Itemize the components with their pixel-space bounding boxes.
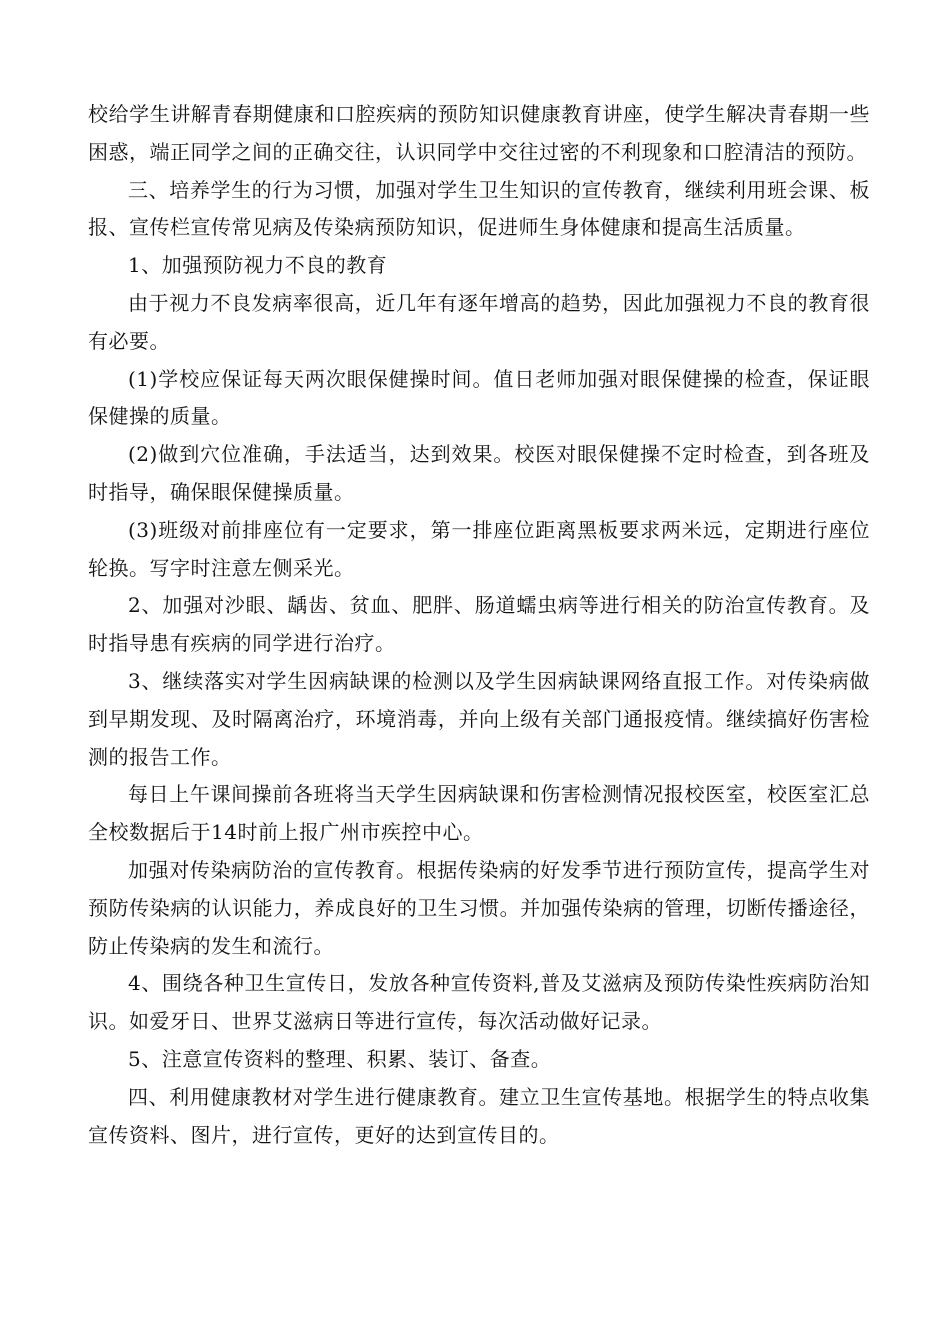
paragraph-item-5: 5、注意宣传资料的整理、积累、装订、备查。	[128, 1046, 552, 1071]
document-body	[88, 96, 870, 1154]
paragraph-continuation: 校给学生讲解青春期健康和口腔疾病的预防知识健康教育讲座，使学生解决青春期一些困惑，端正同学之间的正确交往，认识同学中交往过密的不利现象和口腔清洁的预防。	[88, 102, 870, 164]
paragraph-vision-intro: 由于视力不良发病率很高，近几年有逐年增高的趋势，因此加强视力不良的教育很有必要。	[88, 290, 870, 353]
paragraph-sub-3: (3)班级对前排座位有一定要求，第一排座位距离黑板要求两米远，定期进行座位轮换。写字时注意左侧采光。	[88, 517, 870, 580]
paragraph-infectious-disease: 加强对传染病防治的宣传教育。根据传染病的好发季节进行预防宣传，提高学生对预防传染病的认识能力，养成良好的卫生习惯。并加强传染病的管理，切断传播途径，防止传染病的发生和流行。	[88, 857, 870, 958]
paragraph-sub-2: (2)做到穴位准确，手法适当，达到效果。校医对眼保健操不定时检查，到各班及时指导，确保眼保健操质量。	[88, 442, 870, 504]
paragraph-section-four: 四、利用健康教材对学生进行健康教育。建立卫生宣传基地。根据学生的特点收集宣传资料、图片，进行宣传，更好的达到宣传目的。	[88, 1084, 870, 1147]
paragraph-item-3: 3、继续落实对学生因病缺课的检测以及学生因病缺课网络直报工作。对传染病做到早期发现、及时隔离治疗，环境消毒，并向上级有关部门通报疫情。继续搞好伤害检测的报告工作。	[88, 668, 870, 769]
paragraph-item-4: 4、围绕各种卫生宣传日，发放各种宣传资料,普及艾滋病及预防传染性疾病防治知识。如爱牙日、世界艾滋病日等进行宣传，每次活动做好记录。	[88, 971, 870, 1034]
paragraph-item-2: 2、加强对沙眼、龋齿、贫血、肥胖、肠道蠕虫病等进行相关的防治宣传教育。及时指导患有疾病的同学进行治疗。	[88, 593, 870, 656]
paragraph-daily-report: 每日上午课间操前各班将当天学生因病缺课和伤害检测情况报校医室，校医室汇总全校数据后于14时前上报广州市疾控中心。	[88, 782, 870, 845]
paragraph-sub-1: (1)学校应保证每天两次眼保健操时间。值日老师加强对眼保健操的检查，保证眼保健操的质量。	[88, 366, 870, 429]
paragraph-section-three: 三、培养学生的行为习惯，加强对学生卫生知识的宣传教育，继续利用班会课、板报、宣传栏宣传常见病及传染病预防知识，促进师生身体健康和提高生活质量。	[88, 177, 870, 240]
paragraph-item-1-heading: 1、加强预防视力不良的教育	[128, 253, 388, 278]
